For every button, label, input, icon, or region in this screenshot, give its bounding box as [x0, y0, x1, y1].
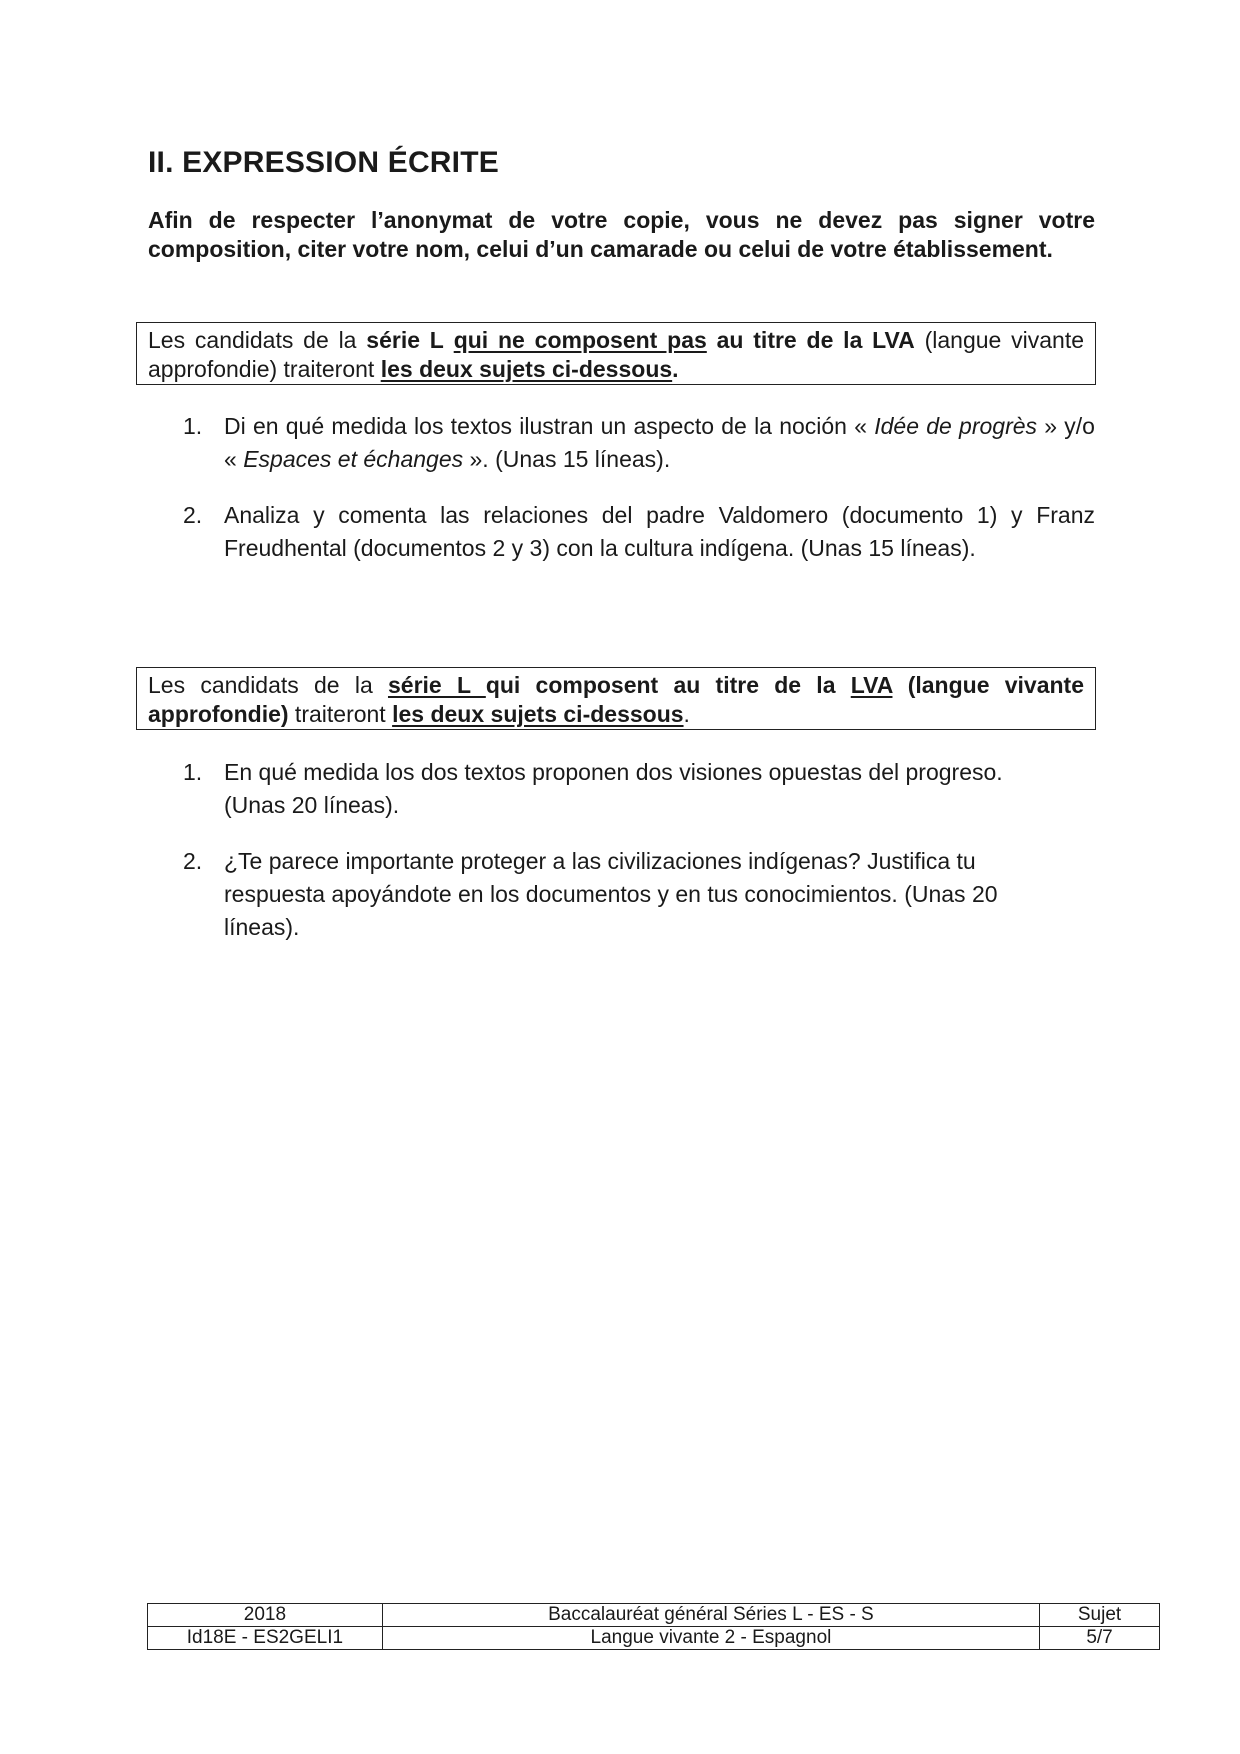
- footer-language: Langue vivante 2 - Espagnol: [382, 1627, 1039, 1650]
- footer-table: [147, 1603, 1160, 1650]
- box2-text: Les candidats de la: [148, 672, 388, 698]
- box1-text: Les candidats de la: [148, 327, 367, 353]
- box2-serie: série L: [387, 672, 486, 698]
- box1-condition: qui ne composent pas: [453, 327, 707, 353]
- list-item: 1. En qué medida los dos textos proponen dos visiones opuestas del progreso. (Unas 20 líneas).: [148, 756, 1095, 822]
- box1-subjects: les deux sujets ci-dessous: [380, 356, 673, 382]
- item-number: 1.: [183, 413, 203, 439]
- item-number: 2.: [183, 502, 203, 528]
- list-item: 2. ¿Te parece importante proteger a las civilizaciones indígenas? Justifica tu respuesta apoyándote en los documentos y en tus conocimientos. (Unas 20 líneas).: [148, 845, 1095, 944]
- list-item: 1. Di en qué medida los textos ilustran un aspecto de la noción « Idée de progrès » y/o « Espaces et échanges ». (Unas 15 líneas).: [148, 410, 1095, 476]
- footer-code: Id18E - ES2GELI1: [148, 1627, 383, 1650]
- footer-exam-title: Baccalauréat général Séries L - ES - S: [382, 1604, 1039, 1627]
- task-list-non-lva: [148, 410, 1095, 588]
- anonymity-instructions: Afin de respecter l’anonymat de votre copie, vous ne devez pas signer votre composition, citer votre nom, celui d’un camarade ou celui de votre établissement.: [148, 207, 1095, 262]
- box2-subjects: les deux sujets ci-dessous: [392, 701, 684, 727]
- footer-year: 2018: [148, 1604, 383, 1627]
- table-row: [148, 1604, 1160, 1627]
- table-row: [148, 1627, 1160, 1650]
- box1-serie: série L: [366, 327, 444, 353]
- instruction-box-non-lva: Les candidats de la série L qui ne composent pas au titre de la LVA (langue vivante approfondie) traiteront les deux sujets ci-dessous.: [136, 322, 1096, 385]
- section-title: II. EXPRESSION ÉCRITE: [148, 146, 499, 179]
- box2-lva: LVA: [850, 672, 893, 698]
- item-number: 2.: [183, 848, 203, 874]
- box1-lva: au titre de la LVA: [706, 327, 915, 353]
- footer-subject-label: Sujet: [1040, 1604, 1160, 1627]
- list-item: 2. Analiza y comenta las relaciones del padre Valdomero (documento 1) y Franz Freudhental (documentos 2 y 3) con la cultura indígena. (Unas 15 líneas).: [148, 499, 1095, 565]
- item-number: 1.: [183, 759, 203, 785]
- footer-page-number: 5/7: [1040, 1627, 1160, 1650]
- instruction-box-lva: Les candidats de la série L qui composent au titre de la LVA (langue vivante approfondie) traiteront les deux sujets ci-dessous.: [136, 667, 1096, 730]
- task-list-lva: [148, 756, 1095, 967]
